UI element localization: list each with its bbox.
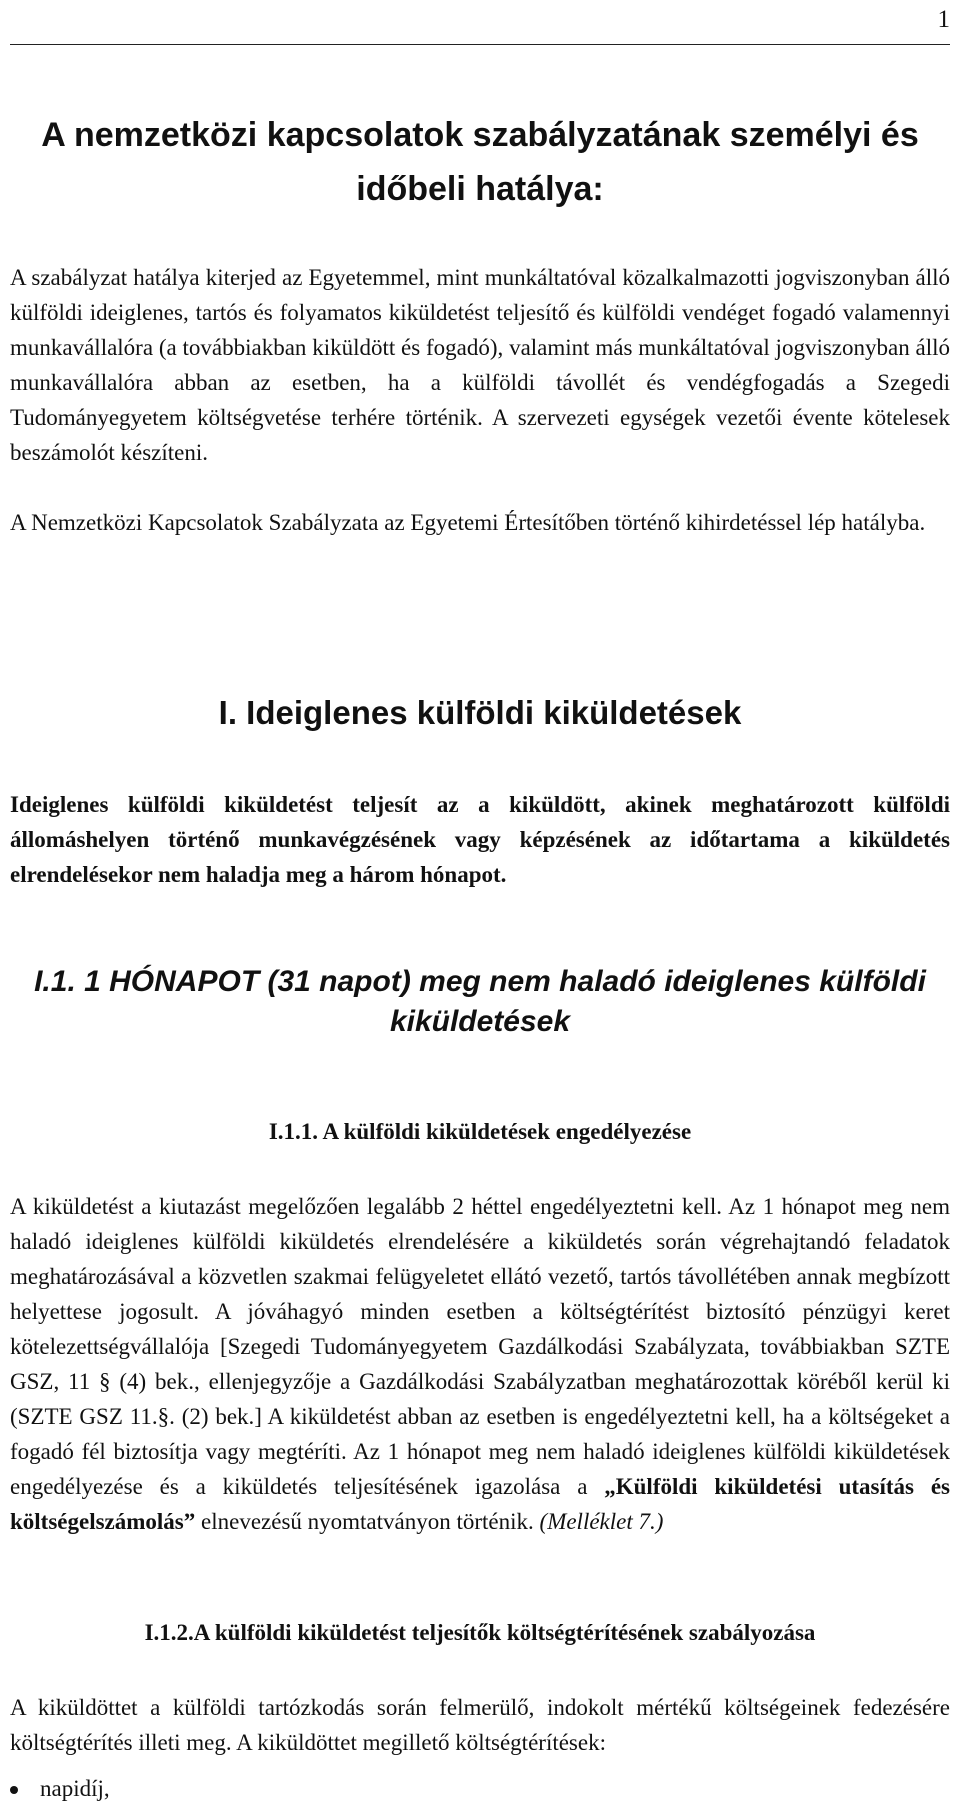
intro-paragraph: A szabályzat hatálya kiterjed az Egyetemmel, mint munkáltatóval közalkalmazotti jogviszonyban álló külföldi ideiglenes, tartós és folyamatos kiküldetést teljesítő és külföldi vendéget fogadó valamennyi munkavállalóra (a továbbiakban kiküldött és fogadó), valamint más munkáltatóval jogviszonyban álló munkavállalóra abban az esetben, ha a külföldi távollét és vendégfogadás a Szegedi Tudományegyetem költségvetése terhére történik. A szervezeti egységek vezetői évente kötelesek beszámolót készíteni. [10,265,950,465]
header-rule [10,44,950,45]
item-heading-approval: I.1.1. A külföldi kiküldetések engedélyezése [268,1119,692,1144]
costs-paragraph: A kiküldöttet a külföldi tartózkodás során felmerülő, indokolt mértékű költségeinek fedezésére költségtérítés illeti meg. A kiküldöttet megillető költségtérítések: [10,1695,950,1755]
list-item [10,1772,110,1806]
section-heading: I. Ideiglenes külföldi kiküldetések [218,694,742,731]
item-heading-costs: I.1.2.A külföldi kiküldetést teljesítők költségtérítésének szabályozása [144,1620,816,1645]
allowance-list [10,1772,110,1806]
approval-text-b: (4) bek., ellenjegyzője a Gazdálkodási Szabályzatban meghatározottak köréből kerül ki (SZTE GSZ 11.§. (2) bek.] A kiküldetést abban az esetben is engedélyeztetni kell, ha a költségeket a fogadó fél biztosítja vagy megtéríti. Az 1 hónapot meg nem haladó ideiglenes külföldi kiküldetések engedélyezése és a kiküldetés teljesítésének igazolása a [10,1369,950,1499]
page-title: A nemzetközi kapcsolatok szabályzatának személyi és időbeli hatálya: [41,116,919,208]
approval-paragraph [10,1189,950,1539]
form-name: „Külföldi kiküldetési utasítás és költségelszámolás” [10,1474,950,1534]
subsection-heading: I.1. 1 HÓNAPOT (31 napot) meg nem haladó ideiglenes külföldi kiküldetések [34,965,926,1038]
approval-text-a: A kiküldetést a kiutazást megelőzően legalább 2 héttel engedélyeztetni kell. Az 1 hónapot meg nem haladó ideiglenes külföldi kiküldetés elrendelésére a kiküldetés során végrehajtandó feladatok meghatározásával a közvetlen szakmai felügyeletet ellátó vezető, tartós távollétében annak megbízott helyettese jogosult. A jóváhagyó minden esetben a költségtérítést biztosító pénzügyi keret kötelezettségvállalója [Szegedi Tudományegyetem Gazdálkodási Szabályzata, továbbiakban SZTE GSZ, 11 [10,1194,950,1394]
page-number: 1 [937,6,950,33]
list-item-label: napidíj, [40,1776,110,1801]
approval-text-c: elnevezésű nyomtatványon történik. [195,1509,540,1534]
intro-paragraph-effect: A Nemzetközi Kapcsolatok Szabályzata az Egyetemi Értesítőben történő kihirdetéssel lép hatályba. [10,510,926,535]
section-sign: § [99,1369,111,1394]
section-definition: Ideiglenes külföldi kiküldetést teljesít az a kiküldött, akinek meghatározott külföldi állomáshelyen történő munkavégzésének vagy képzésének az időtartama a kiküldetés elrendelésekor nem haladja meg a három hónapot. [10,792,950,887]
bullet-icon [10,1786,18,1794]
annex-reference: (Melléklet 7.) [539,1509,664,1534]
